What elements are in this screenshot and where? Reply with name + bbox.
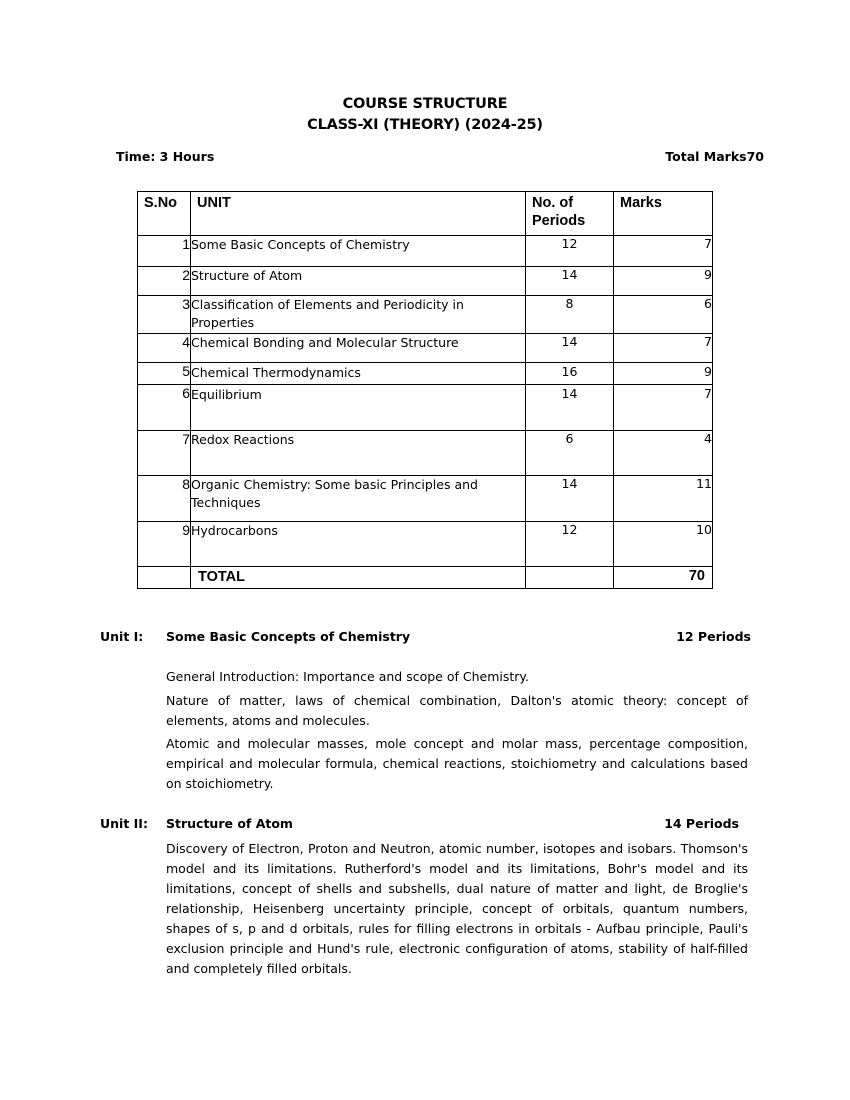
table-row	[138, 363, 713, 385]
row-sno: 2	[138, 267, 191, 296]
row-periods: 14	[526, 476, 614, 522]
row-unit: Classification of Elements and Periodicity in Properties	[191, 296, 526, 334]
column-header-marks: Marks	[614, 192, 713, 236]
row-sno: 5	[138, 363, 191, 385]
total-marks-value: 70	[614, 567, 713, 589]
exam-duration: Time: 3 Hours	[116, 149, 215, 164]
row-marks: 4	[614, 431, 713, 476]
row-periods: 14	[526, 267, 614, 296]
row-periods: 6	[526, 431, 614, 476]
row-unit: Chemical Thermodynamics	[191, 363, 526, 385]
unit-1-paragraph: Atomic and molecular masses, mole concept and molar mass, percentage composition, empirical and molecular formula, chemical reactions, stoichiometry and calculations based on stoichiometry.	[166, 736, 748, 791]
row-sno: 3	[138, 296, 191, 334]
row-marks: 7	[614, 385, 713, 431]
column-header-unit: UNIT	[191, 192, 526, 236]
total-empty-cell	[138, 567, 191, 589]
row-sno: 8	[138, 476, 191, 522]
row-unit: Chemical Bonding and Molecular Structure	[191, 334, 526, 363]
row-sno: 1	[138, 236, 191, 267]
row-periods: 14	[526, 385, 614, 431]
row-periods: 8	[526, 296, 614, 334]
row-sno: 4	[138, 334, 191, 363]
unit-1-title: Some Basic Concepts of Chemistry	[166, 629, 411, 644]
unit-2-paragraph: Discovery of Electron, Proton and Neutron, atomic number, isotopes and isobars. Thomson's model and its limitations. Rutherford's model and its limitations, Bohr's model and its limitations, concept of shells and subshells, dual nature of matter and light, de Broglie's relationship, Heisenberg uncertainty principle, concept of orbitals, quantum numbers, shapes of s, p and d orbitals, rules for filling electrons in orbitals - Aufbau principle, Pauli's exclusion principle and Hund's rule, electronic configuration of atoms, stability of half-filled and completely filled orbitals.	[166, 841, 748, 976]
row-sno: 7	[138, 431, 191, 476]
table-row	[138, 296, 713, 334]
row-marks: 10	[614, 522, 713, 567]
row-sno: 9	[138, 522, 191, 567]
column-header-sno: S.No	[138, 192, 191, 236]
unit-1-label: Unit I:	[100, 629, 144, 644]
unit-2-periods: 14 Periods	[664, 816, 739, 831]
row-periods: 16	[526, 363, 614, 385]
total-marks: Total Marks70	[665, 149, 764, 164]
unit-1-paragraph: General Introduction: Importance and scope of Chemistry.	[166, 669, 529, 684]
total-periods-cell	[526, 567, 614, 589]
total-label: TOTAL	[191, 567, 526, 589]
unit-1-paragraph: Nature of matter, laws of chemical combination, Dalton's atomic theory: concept of elements, atoms and molecules.	[166, 693, 748, 728]
table-row	[138, 385, 713, 431]
column-header-periods: No. of Periods	[526, 192, 614, 236]
row-unit: Structure of Atom	[191, 267, 526, 296]
row-unit: Redox Reactions	[191, 431, 526, 476]
row-marks: 9	[614, 363, 713, 385]
row-marks: 7	[614, 236, 713, 267]
table-row	[138, 522, 713, 567]
unit-1-periods: 12 Periods	[676, 629, 751, 644]
row-unit: Some Basic Concepts of Chemistry	[191, 236, 526, 267]
course-structure-table	[137, 191, 713, 589]
row-unit: Hydrocarbons	[191, 522, 526, 567]
row-sno: 6	[138, 385, 191, 431]
table-total-row	[138, 567, 713, 589]
table-row	[138, 476, 713, 522]
row-periods: 12	[526, 236, 614, 267]
document-subtitle: CLASS-XI (THEORY) (2024-25)	[307, 117, 543, 133]
row-unit: Equilibrium	[191, 385, 526, 431]
table-header-row	[138, 192, 713, 236]
document-title: COURSE STRUCTURE	[342, 96, 508, 112]
row-marks: 11	[614, 476, 713, 522]
row-periods: 12	[526, 522, 614, 567]
table-row	[138, 334, 713, 363]
unit-2-label: Unit II:	[100, 816, 148, 831]
row-periods: 14	[526, 334, 614, 363]
table-row	[138, 236, 713, 267]
row-unit: Organic Chemistry: Some basic Principles and Techniques	[191, 476, 526, 522]
table-row	[138, 431, 713, 476]
table-row	[138, 267, 713, 296]
row-marks: 7	[614, 334, 713, 363]
row-marks: 9	[614, 267, 713, 296]
unit-2-title: Structure of Atom	[166, 816, 293, 831]
row-marks: 6	[614, 296, 713, 334]
